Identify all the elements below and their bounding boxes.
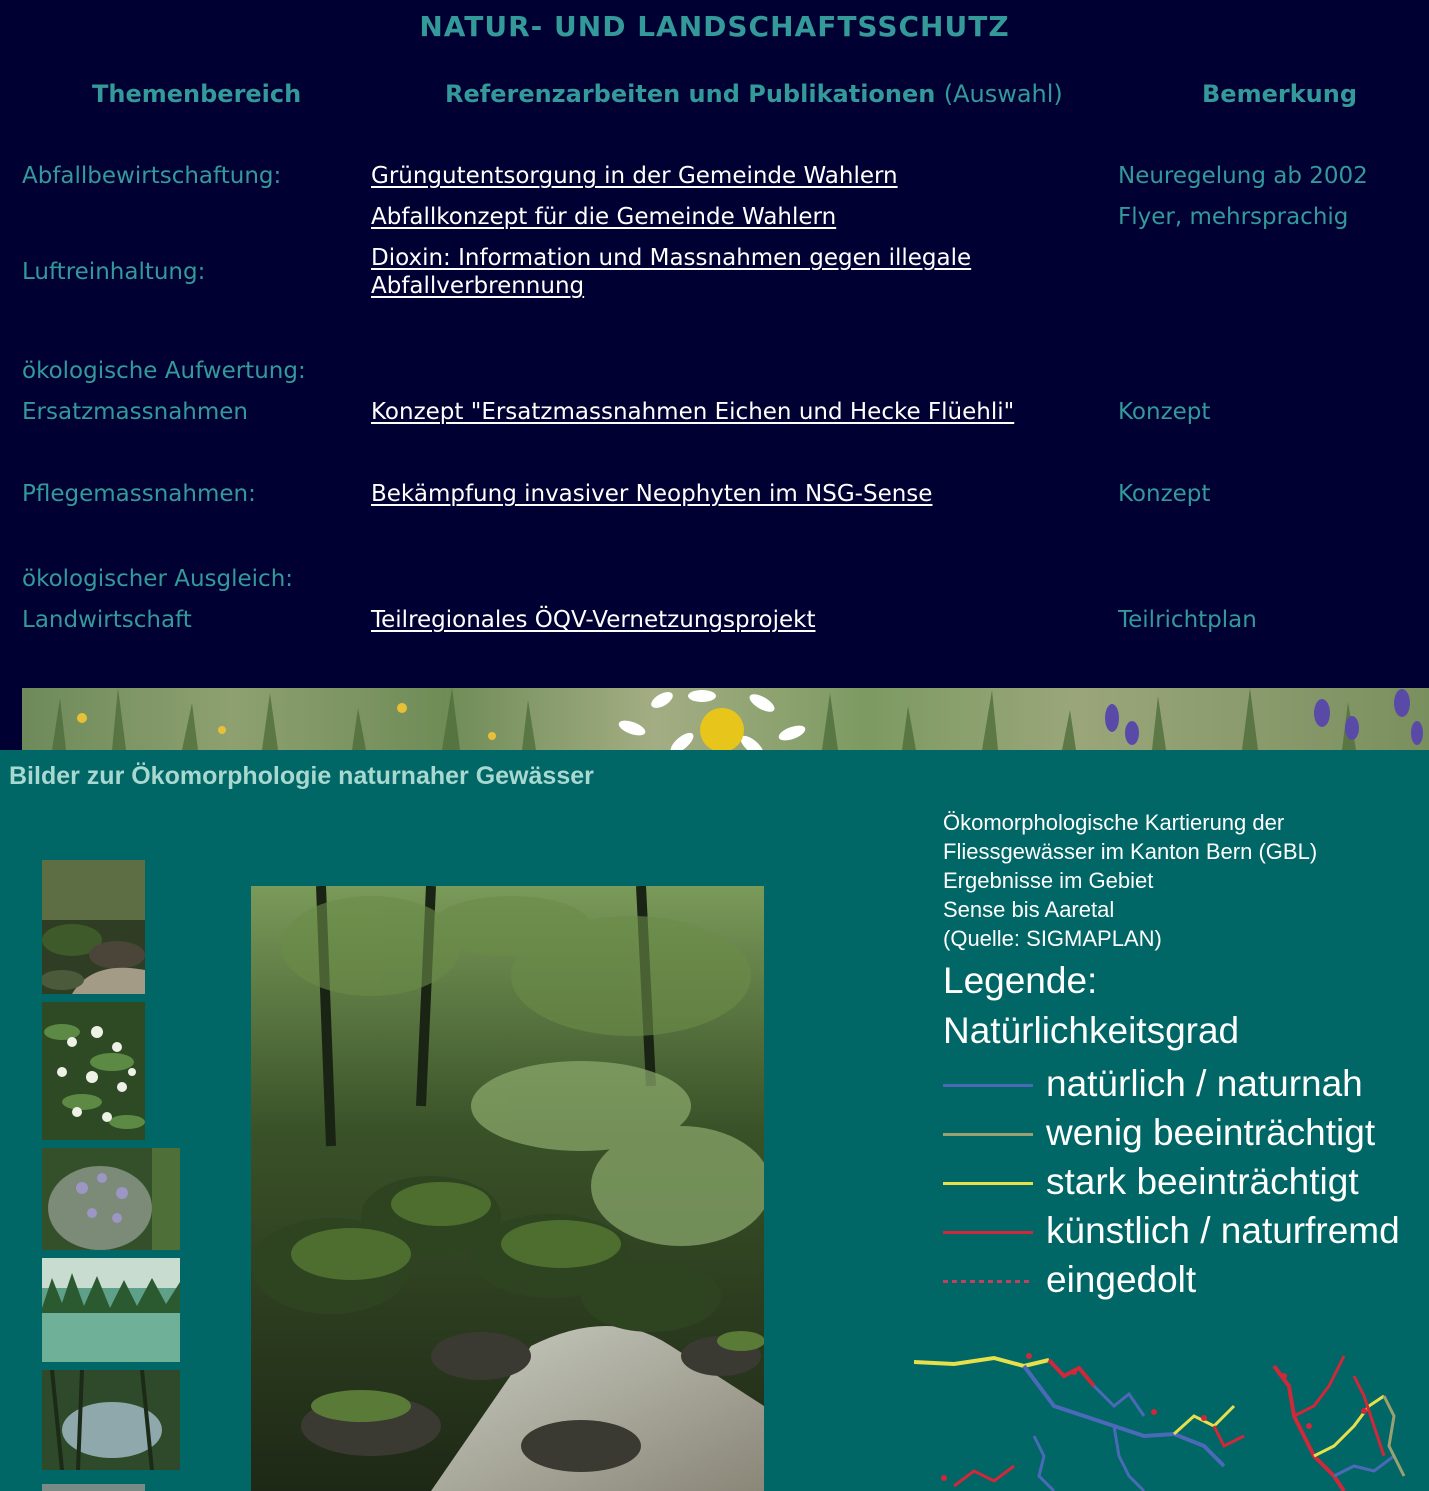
bemerkung-konzept-1: Konzept	[1118, 399, 1211, 425]
header-bemerkung: Bemerkung	[1202, 80, 1358, 108]
thumbnail-stream-rocks[interactable]	[42, 860, 145, 994]
legend-item-kuenstlich	[943, 1209, 1429, 1257]
thumbnail-wild-garlic[interactable]	[42, 1002, 145, 1140]
link-neophyten[interactable]: Bekämpfung invasiver Neophyten im NSG-Sense	[371, 481, 933, 507]
legend-subtitle: Natürlichkeitsgrad	[943, 1010, 1240, 1051]
link-dioxin-cell	[371, 244, 1031, 300]
map-panel	[914, 750, 1429, 1491]
legend-swatch-yellow	[943, 1182, 1033, 1185]
thumbnail-forest-pond-image	[42, 1370, 180, 1470]
legend-swatch-olive	[943, 1133, 1033, 1136]
legend-swatch-blue	[943, 1084, 1033, 1087]
thema-oekologische-aufwertung: ökologische Aufwertung:	[22, 358, 306, 384]
map-description	[943, 808, 1317, 953]
legend-item-wenig	[943, 1111, 1429, 1159]
thema-ersatzmassnahmen: Ersatzmassnahmen	[22, 399, 249, 425]
thumbnail-mossy-boulder-image	[42, 1148, 180, 1250]
bemerkung-konzept-2: Konzept	[1118, 481, 1211, 507]
bemerkung-teilrichtplan: Teilrichtplan	[1118, 607, 1257, 633]
bottom-section	[0, 750, 1429, 1491]
meadow-flower-banner	[22, 688, 1429, 750]
map-line-4: Sense bis Aaretal	[943, 897, 1115, 922]
header-themenbereich: Themenbereich	[92, 80, 302, 108]
link-ersatzmassnahmen-cell	[371, 398, 1014, 426]
map-line-3: Ergebnisse im Gebiet	[943, 868, 1154, 893]
river-network-map	[914, 1346, 1429, 1491]
legend-label-stark: stark beeinträchtigt	[1046, 1161, 1359, 1202]
legend-label-kuenstlich: künstlich / naturfremd	[1046, 1210, 1400, 1251]
map-line-1: Ökomorphologische Kartierung der	[943, 810, 1285, 835]
legend-item-eingedolt	[943, 1258, 1429, 1306]
header-referenzarbeiten	[445, 80, 1063, 108]
main-stream-photo-image	[251, 886, 764, 1491]
bemerkung-flyer: Flyer, mehrsprachig	[1118, 204, 1349, 230]
bemerkung-neuregelung: Neuregelung ab 2002	[1118, 163, 1368, 189]
thumbnail-stream-rocks-image	[42, 860, 145, 994]
legend-swatch-red	[943, 1231, 1033, 1234]
legend-title: Legende:	[943, 960, 1098, 1001]
link-abfallkonzept-cell	[371, 203, 836, 231]
thumbnail-green-lake[interactable]	[42, 1258, 180, 1362]
thumbnail-wild-garlic-image	[42, 1002, 145, 1140]
thema-oekologischer-ausgleich: ökologischer Ausgleich:	[22, 566, 294, 592]
thumbnail-mossy-boulder[interactable]	[42, 1148, 180, 1250]
header-referenz-auswahl: (Auswahl)	[943, 80, 1063, 108]
legend-swatch-dotted	[943, 1280, 1033, 1283]
legend-item-natuerlich	[943, 1062, 1429, 1110]
legend-label-natuerlich: natürlich / naturnah	[1046, 1063, 1363, 1104]
thumbnail-forest-pond[interactable]	[42, 1370, 180, 1470]
legend-item-stark	[943, 1160, 1429, 1208]
thema-luftreinhaltung: Luftreinhaltung:	[22, 259, 206, 285]
link-grueengutentsorgung[interactable]: Grüngutentsorgung in der Gemeinde Wahlern	[371, 163, 898, 189]
map-line-2: Fliessgewässer im Kanton Bern (GBL)	[943, 839, 1318, 864]
legend-label-eingedolt: eingedolt	[1046, 1259, 1197, 1300]
link-neophyten-cell	[371, 480, 932, 508]
link-grueengutentsorgung-cell	[371, 162, 898, 190]
header-referenz-bold: Referenzarbeiten und Publikationen	[445, 80, 936, 108]
link-dioxin[interactable]: Dioxin: Information und Massnahmen gegen illegale Abfallverbrennung	[371, 245, 972, 299]
main-stream-photo	[251, 886, 764, 1491]
map-line-5: (Quelle: SIGMAPLAN)	[943, 926, 1162, 951]
page-title: NATUR- UND LANDSCHAFTSSCHUTZ	[419, 10, 1010, 43]
meadow-illustration	[22, 688, 1429, 750]
thema-landwirtschaft: Landwirtschaft	[22, 607, 192, 633]
thumbnail-partial[interactable]	[42, 1480, 145, 1491]
thema-abfallbewirtschaftung: Abfallbewirtschaftung:	[22, 163, 282, 189]
thema-pflegemassnahmen: Pflegemassnahmen:	[22, 481, 256, 507]
link-abfallkonzept[interactable]: Abfallkonzept für die Gemeinde Wahlern	[371, 204, 837, 230]
link-ersatzmassnahmen[interactable]: Konzept "Ersatzmassnahmen Eichen und Hecke Flüehli"	[371, 399, 1015, 425]
link-oeqv-cell	[371, 606, 816, 634]
legend-label-wenig: wenig beeinträchtigt	[1046, 1112, 1376, 1153]
thumbnail-partial-image	[42, 1484, 145, 1491]
link-oeqv[interactable]: Teilregionales ÖQV-Vernetzungsprojekt	[371, 607, 816, 633]
gallery-title: Bilder zur Ökomorphologie naturnaher Gewässer	[9, 762, 594, 790]
thumbnail-green-lake-image	[42, 1258, 180, 1362]
